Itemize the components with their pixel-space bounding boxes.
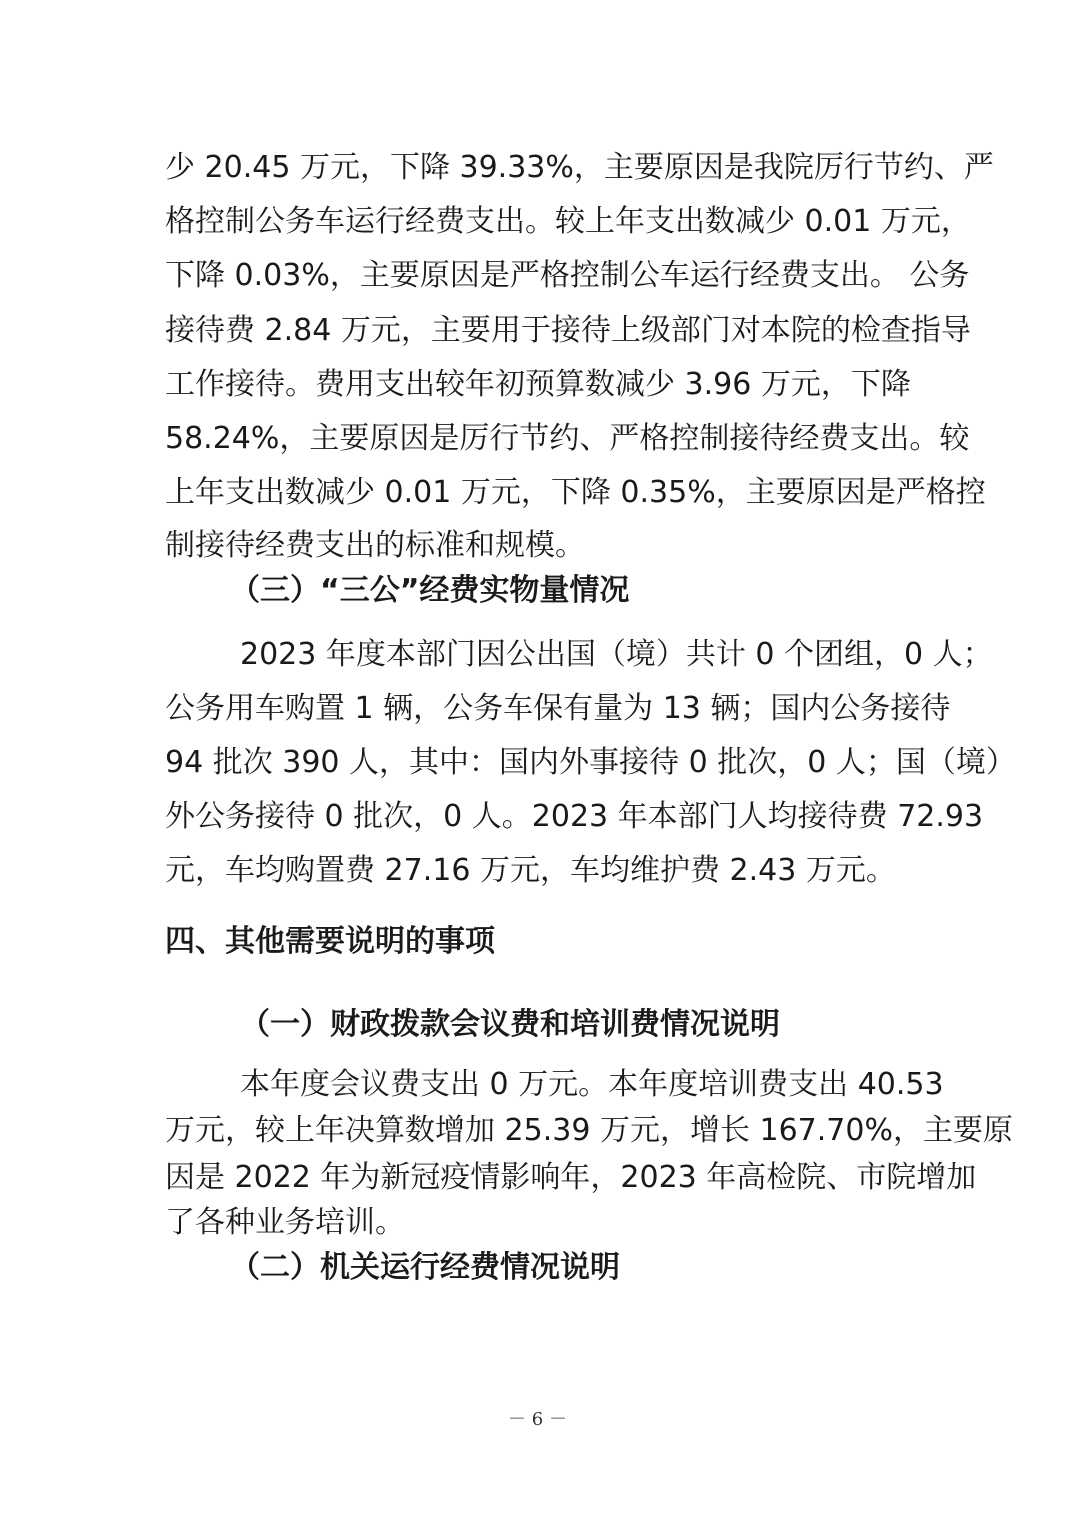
body-line: 接待费 2.84 万元，主要用于接待上级部门对本院的检查指导 — [165, 313, 971, 348]
body-line: 2023 年度本部门因公出国（境）共计 0 个团组，0 人； — [240, 637, 993, 672]
chapter-heading-4: 四、其他需要说明的事项 — [165, 924, 495, 959]
body-line: 工作接待。费用支出较年初预算数减少 3.96 万元，下降 — [165, 367, 911, 402]
section-heading-3: （三）“三公”经费实物量情况 — [230, 573, 630, 608]
body-line: 万元，较上年决算数增加 25.39 万元，增长 167.70%，主要原 — [165, 1113, 1013, 1148]
body-line: 格控制公务车运行经费支出。较上年支出数减少 0.01 万元， — [165, 204, 971, 239]
body-line: 元，车均购置费 27.16 万元，车均维护费 2.43 万元。 — [165, 853, 896, 888]
body-line: 制接待经费支出的标准和规模。 — [165, 528, 585, 563]
body-line: 上年支出数减少 0.01 万元，下降 0.35%，主要原因是严格控 — [165, 475, 986, 510]
section-heading-1: （一）财政拨款会议费和培训费情况说明 — [240, 1007, 780, 1042]
body-line: 少 20.45 万元，下降 39.33%，主要原因是我院厉行节约、严 — [165, 150, 994, 185]
body-line: 94 批次 390 人，其中：国内外事接待 0 批次，0 人；国（境） — [165, 745, 1016, 780]
body-line: 58.24%，主要原因是厉行节约、严格控制接待经费支出。较 — [165, 421, 970, 456]
body-line: 下降 0.03%，主要原因是严格控制公车运行经费支出。 公务 — [165, 258, 970, 293]
body-line: 了各种业务培训。 — [165, 1205, 405, 1240]
page-number: － 6 － — [508, 1409, 567, 1430]
body-line: 外公务接待 0 批次，0 人。2023 年本部门人均接待费 72.93 — [165, 799, 984, 834]
body-line: 本年度会议费支出 0 万元。本年度培训费支出 40.53 — [240, 1067, 944, 1102]
body-line: 公务用车购置 1 辆，公务车保有量为 13 辆；国内公务接待 — [165, 691, 951, 726]
body-line: 因是 2022 年为新冠疫情影响年，2023 年高检院、市院增加 — [165, 1160, 977, 1195]
section-heading-2: （二）机关运行经费情况说明 — [230, 1250, 620, 1285]
